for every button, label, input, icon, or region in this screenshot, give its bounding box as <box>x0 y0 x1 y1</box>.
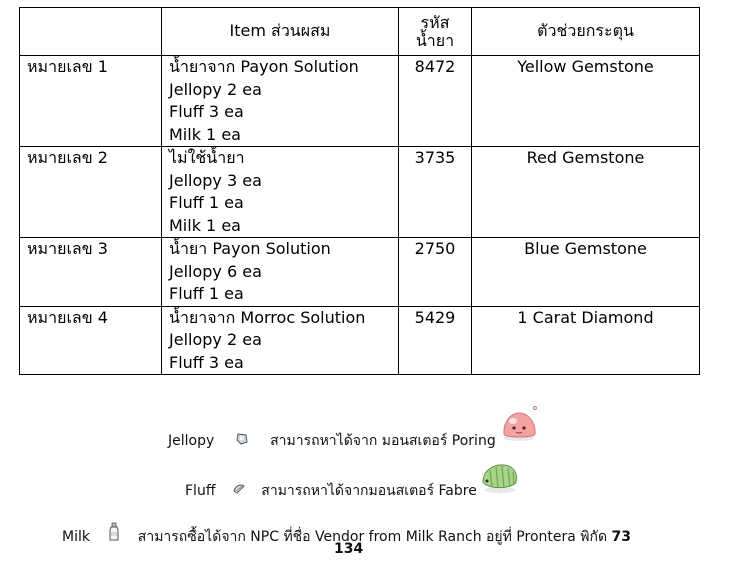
ingredient: Fluff 3 ea <box>169 102 244 121</box>
table-row <box>20 56 700 147</box>
row-ingredients <box>162 147 399 238</box>
header-ingredients: Item ส่วนผสม <box>162 8 399 56</box>
ingredient: Jellopy 6 ea <box>169 261 262 281</box>
ingredient: Fluff 3 ea <box>169 352 244 372</box>
row-code: 5429 <box>399 306 472 375</box>
header-code <box>399 8 472 56</box>
header-code-line2: น้ำยา <box>415 30 455 50</box>
milk-coord-y: 134 <box>334 541 364 557</box>
header-code-line1: รหัส <box>420 12 450 32</box>
milk-source-text: สามารถซื้อได้จาก NPC ที่ชื่อ Vendor from Milk Ranch อยู่ที่ Prontera พิกัด <box>137 529 608 545</box>
row-label: หมายเลข 1 <box>20 56 162 147</box>
row-code: 8472 <box>399 56 472 147</box>
milk-name: Milk <box>62 529 90 545</box>
fluff-note <box>185 480 477 502</box>
ingredient: น้ำยาจาก Payon Solution <box>169 57 359 76</box>
jellopy-icon <box>235 432 249 446</box>
header-catalyst: ตัวช่วยกระตุน <box>472 8 700 56</box>
row-catalyst: Blue Gemstone <box>472 238 700 307</box>
table-header-row <box>20 8 700 56</box>
row-catalyst: Red Gemstone <box>472 147 700 238</box>
recipe-table <box>19 7 700 375</box>
table-row <box>20 147 700 238</box>
poring-icon <box>499 404 541 446</box>
row-catalyst: 1 Carat Diamond <box>472 306 700 375</box>
jellopy-name: Jellopy <box>168 433 215 449</box>
row-label: หมายเลข 3 <box>20 238 162 307</box>
milk-coord-line <box>334 541 363 557</box>
row-ingredients <box>162 56 399 147</box>
table-row <box>20 238 700 307</box>
row-catalyst: Yellow Gemstone <box>472 56 700 147</box>
ingredient: Jellopy 2 ea <box>169 79 262 99</box>
ingredient: Jellopy 2 ea <box>169 330 262 349</box>
jellopy-source-text: สามารถหาได้จาก มอนสเตอร์ Poring <box>270 433 496 449</box>
row-label: หมายเลข 2 <box>20 147 162 238</box>
row-label: หมายเลข 4 <box>20 306 162 375</box>
fluff-source-text: สามารถหาได้จากมอนสเตอร์ Fabre <box>261 483 477 499</box>
ingredient: ไม่ใช้น้ำยา <box>169 148 245 167</box>
row-code: 3735 <box>399 147 472 238</box>
row-ingredients <box>162 306 399 375</box>
ingredient: น้ำยาจาก Morroc Solution <box>169 307 366 327</box>
row-ingredients <box>162 238 399 307</box>
fluff-name: Fluff <box>185 483 216 499</box>
fluff-icon <box>232 482 246 496</box>
milk-icon <box>107 522 121 542</box>
header-blank <box>20 8 162 56</box>
jellopy-note <box>168 430 496 452</box>
row-code: 2750 <box>399 238 472 307</box>
ingredient: Jellopy 3 ea <box>169 170 262 190</box>
fabre-icon <box>480 460 520 496</box>
ingredient: Milk 1 ea <box>169 215 241 235</box>
ingredient: Fluff 1 ea <box>169 193 244 212</box>
ingredient: Milk 1 ea <box>169 124 241 144</box>
ingredient: น้ำยา Payon Solution <box>169 239 331 258</box>
ingredient: Fluff 1 ea <box>169 284 244 303</box>
milk-coord-x: 73 <box>611 529 632 545</box>
table-row <box>20 306 700 375</box>
